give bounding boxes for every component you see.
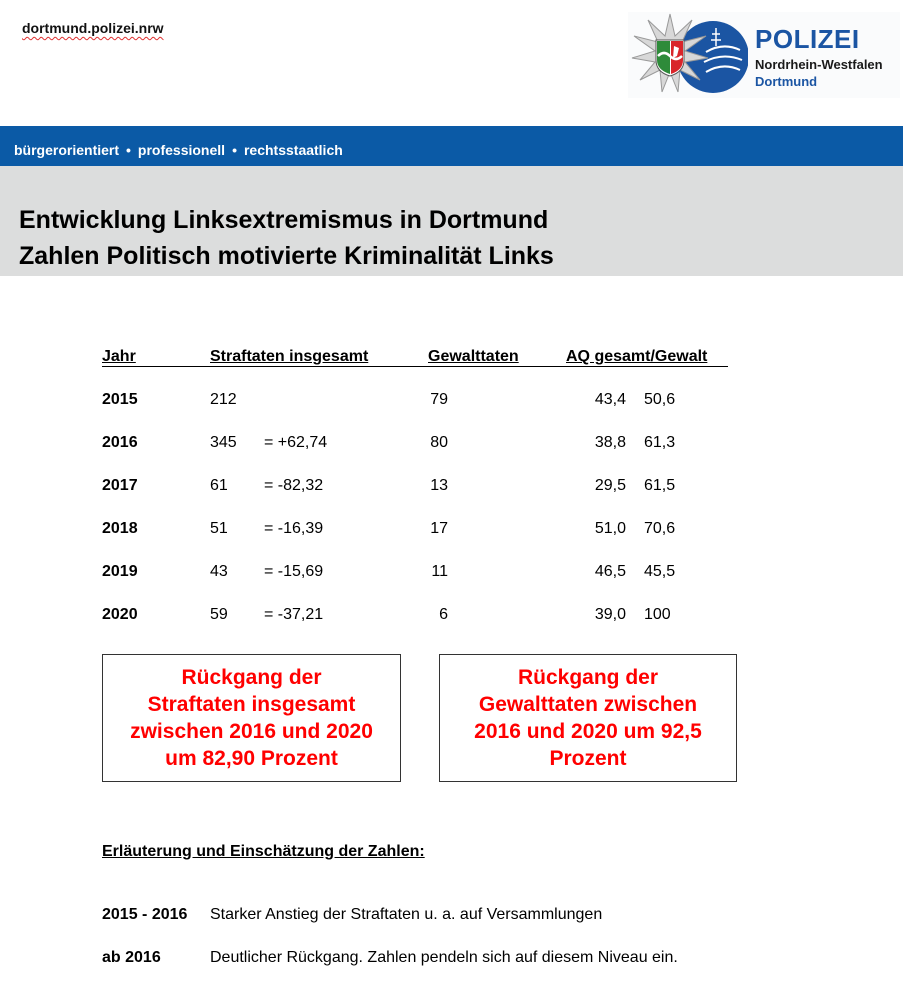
logo-city: Dortmund xyxy=(755,74,818,89)
cell-aq-total: 46,5 xyxy=(594,563,626,580)
callout-total-decline xyxy=(102,654,401,782)
cell-year: 2017 xyxy=(102,477,138,494)
note-label: 2015 - 2016 xyxy=(102,906,188,923)
cell-year: 2015 xyxy=(102,391,138,408)
page-title: Entwicklung Linksextremismus in Dortmund xyxy=(19,206,549,234)
cell-aq-violent: 70,6 xyxy=(644,520,676,537)
cell-year: 2020 xyxy=(102,606,138,623)
cell-aq-violent: 61,5 xyxy=(644,477,676,494)
page-subtitle: Zahlen Politisch motivierte Kriminalität Links xyxy=(19,242,554,270)
callout-line: um 82,90 Prozent xyxy=(165,747,338,770)
cell-total: 345 xyxy=(210,434,237,451)
explanation-heading: Erläuterung und Einschätzung der Zahlen: xyxy=(102,843,425,860)
tagline-bar xyxy=(0,126,903,166)
cell-total: 43 xyxy=(210,563,228,580)
cell-violent: 6 xyxy=(439,606,448,623)
cell-violent: 11 xyxy=(431,563,448,580)
cell-violent: 17 xyxy=(430,520,448,537)
cell-total: 212 xyxy=(210,391,237,408)
cell-year: 2016 xyxy=(102,434,138,451)
column-header-aq: AQ gesamt/Gewalt xyxy=(566,348,708,365)
column-header-total: Straftaten insgesamt xyxy=(210,348,369,365)
cell-aq-violent: 50,6 xyxy=(644,391,676,408)
callout-line: Rückgang der xyxy=(517,666,658,689)
polizei-logo xyxy=(628,12,900,98)
callout-line: 2016 und 2020 um 92,5 xyxy=(474,720,702,743)
cell-aq-total: 39,0 xyxy=(594,606,626,623)
separator-dot: • xyxy=(126,142,131,158)
callout-line: Gewalttaten zwischen xyxy=(478,693,698,716)
cell-aq-violent: 100 xyxy=(644,606,671,623)
cell-violent: 80 xyxy=(430,434,448,451)
tagline-item: bürgerorientiert xyxy=(14,142,120,158)
cell-year: 2018 xyxy=(102,520,138,537)
cell-total: 61 xyxy=(210,477,228,494)
cell-change: = +62,74 xyxy=(264,434,328,451)
column-header-violent: Gewalttaten xyxy=(428,348,519,365)
cell-total: 51 xyxy=(210,520,228,537)
cell-violent: 13 xyxy=(430,477,448,494)
cell-change: = -15,69 xyxy=(264,563,324,580)
tagline-item: professionell xyxy=(137,142,226,158)
callout-line: zwischen 2016 und 2020 xyxy=(130,720,373,743)
cell-aq-total: 38,8 xyxy=(594,434,626,451)
cell-year: 2019 xyxy=(102,563,138,580)
note-text: Starker Anstieg der Straftaten u. a. auf Versammlungen xyxy=(210,906,603,923)
separator-dot: • xyxy=(232,142,237,158)
column-header-year: Jahr xyxy=(102,348,136,365)
tagline-item: rechtsstaatlich xyxy=(243,142,343,158)
cell-change: = -16,39 xyxy=(264,520,324,537)
cell-change: = -37,21 xyxy=(264,606,324,623)
cell-total: 59 xyxy=(210,606,228,623)
cell-change: = -82,32 xyxy=(264,477,324,494)
note-label: ab 2016 xyxy=(102,949,161,966)
police-star-icon xyxy=(628,12,748,98)
cell-violent: 79 xyxy=(430,391,448,408)
header-underline xyxy=(102,366,728,367)
cell-aq-total: 29,5 xyxy=(594,477,626,494)
cell-aq-total: 51,0 xyxy=(594,520,626,537)
callout-line: Prozent xyxy=(549,747,627,770)
logo-state: Nordrhein-Westfalen xyxy=(755,57,883,72)
cell-aq-violent: 61,3 xyxy=(644,434,676,451)
cell-aq-violent: 45,5 xyxy=(644,563,676,580)
callout-violent-decline xyxy=(439,654,737,782)
site-url[interactable]: dortmund.polizei.nrw xyxy=(22,20,164,36)
logo-title: POLIZEI xyxy=(755,24,860,54)
callout-line: Straftaten insgesamt xyxy=(147,693,356,716)
callout-line: Rückgang der xyxy=(181,666,322,689)
cell-aq-total: 43,4 xyxy=(594,391,626,408)
title-section xyxy=(0,166,903,276)
note-text: Deutlicher Rückgang. Zahlen pendeln sich auf diesem Niveau ein. xyxy=(210,949,678,966)
